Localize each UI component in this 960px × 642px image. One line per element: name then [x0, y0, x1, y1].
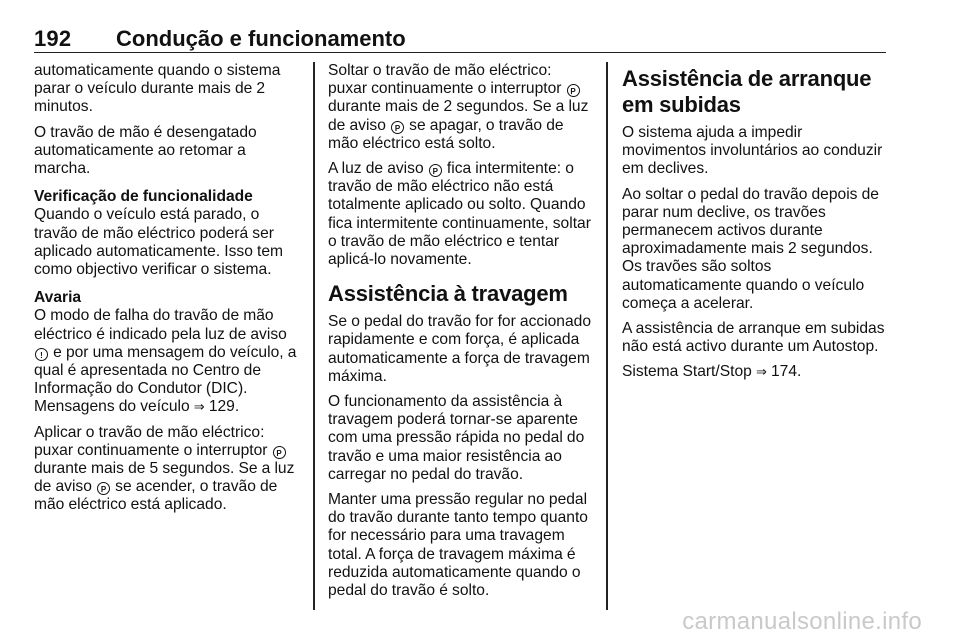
subheading-fault: Avaria [34, 289, 82, 307]
parking-brake-icon: P [273, 446, 286, 459]
paragraph [622, 363, 887, 381]
text-run: fica intermitente: o travão de mão eléctrico não está totalmente aplicado ou solto. Quando fica intermitente continuamente, soltar o travão de mão eléctrico e tentar aplicá-lo novamente. [328, 160, 591, 269]
paragraph: Quando o veículo está parado, o travão de mão eléctrico poderá ser aplicado automaticamente. Isso tem como objectivo verificar o sistema. [34, 206, 284, 279]
section-heading-hill-start-assist: Assistência de arranque em subidas [622, 66, 872, 117]
text-run: A luz de aviso [328, 160, 424, 178]
text-run: Aplicar o travão de mão eléctrico: puxar continuamente o interruptor [34, 423, 268, 459]
column-divider [606, 62, 608, 610]
text-run: se acender, o travão de mão eléctrico está aplicado. [34, 478, 278, 514]
column-right [622, 62, 887, 389]
parking-brake-icon: P [567, 84, 580, 97]
paragraph: Ao soltar o pedal do travão depois de parar num declive, os travões permanecem activos durante aproximadamente mais 2 segundos. Os travões são soltos automaticamente quando o veículo começa a acelerar. [622, 185, 879, 312]
paragraph: O sistema ajuda a impedir movimentos involuntários ao conduzir em declives. [622, 124, 883, 178]
column-divider [313, 62, 315, 610]
text-run: Soltar o travão de mão eléctrico: puxar continuamente o interruptor [328, 62, 562, 98]
paragraph: automaticamente quando o sistema parar o veículo durante mais de 2 minutos. [34, 62, 281, 116]
subheading-verification: Verificação de funcionalidade [34, 188, 253, 206]
page-ref[interactable]: 174. [771, 363, 802, 381]
page-ref-arrow-icon: ⇒ [193, 399, 205, 415]
parking-brake-icon: P [97, 482, 110, 495]
text-run: se apagar, o travão de mão eléctrico está solto. [328, 116, 564, 152]
text-run: Sistema Start/Stop [622, 363, 752, 381]
paragraph [34, 307, 300, 416]
section-heading-brake-assist: Assistência à travagem [328, 281, 568, 307]
watermark: carmanualsonline.info [682, 608, 922, 635]
paragraph [34, 424, 300, 515]
text-run: durante mais de 5 segundos. Se a luz de aviso [34, 460, 295, 496]
page-number: 192 [34, 26, 72, 51]
text-run: durante mais de 2 segundos. Se a luz de aviso [328, 98, 589, 134]
chapter-title: Condução e funcionamento [116, 26, 406, 51]
paragraph: A assistência de arranque em subidas não está activo durante um Autostop. [622, 320, 885, 356]
page-ref[interactable]: 129. [208, 398, 240, 416]
text-run: e por uma mensagem do veículo, a qual é apresentada no Centro de Informação do Condutor (DIC). Mensagens do veículo [34, 343, 297, 416]
page-ref-arrow-icon: ⇒ [755, 364, 767, 380]
paragraph: O funcionamento da assistência à travagem poderá tornar-se aparente com uma pressão rápida no pedal do travão e uma maior resistência ao carregar no pedal do travão. [328, 393, 585, 483]
paragraph: Se o pedal do travão for for accionado rapidamente e com força, é aplicada automaticamente a força de travagem máxima. [328, 313, 592, 385]
paragraph [328, 160, 592, 269]
text-run: O modo de falha do travão de mão eléctrico é indicado pela luz de aviso [34, 307, 287, 343]
column-left [34, 62, 300, 522]
page-header [34, 26, 886, 53]
column-middle [328, 62, 592, 607]
paragraph: O travão de mão é desengatado automaticamente ao retomar a marcha. [34, 123, 257, 178]
parking-brake-icon: P [391, 121, 404, 134]
brake-warning-icon: ! [35, 348, 48, 361]
paragraph: Manter uma pressão regular no pedal do travão durante tanto tempo quanto for necessário para uma travagem total. A força de travagem máxima é reduzida automaticamente quando o pedal do travão é solto. [328, 491, 588, 600]
paragraph [328, 62, 592, 153]
parking-brake-icon: P [429, 164, 442, 177]
